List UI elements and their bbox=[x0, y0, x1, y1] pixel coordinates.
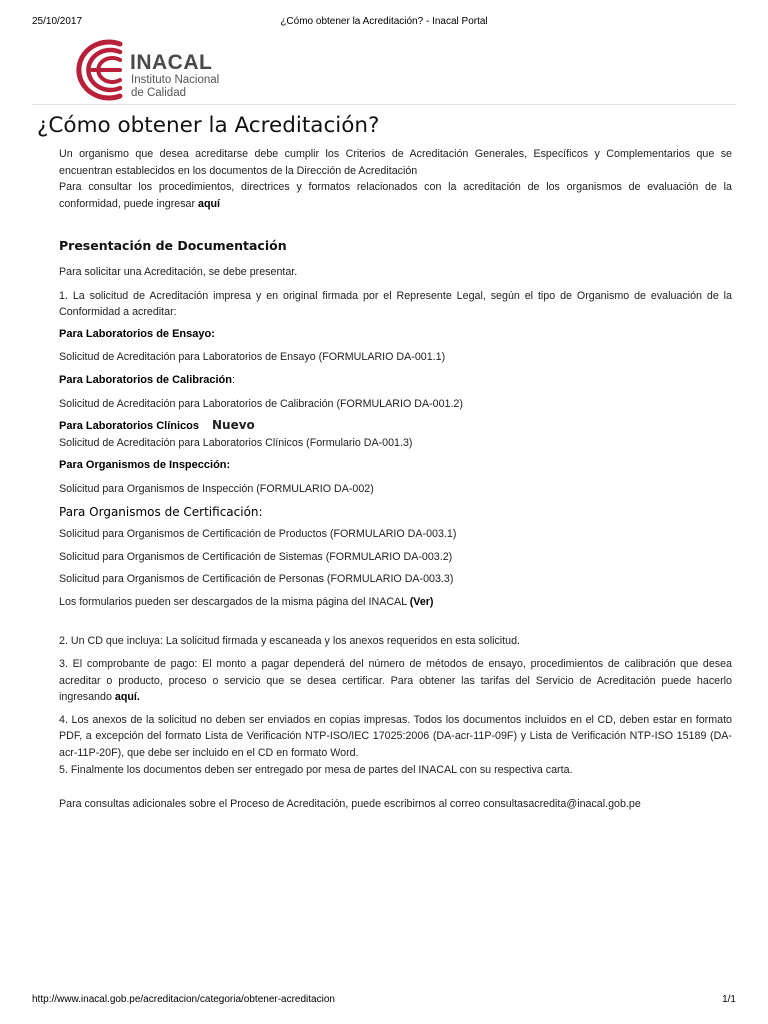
forms-text: Los formularios pueden ser descargados de la misma página del INACAL bbox=[59, 595, 407, 608]
print-footer bbox=[32, 994, 736, 1008]
procedures-link[interactable]: aquí bbox=[198, 197, 221, 210]
logo-subtitle bbox=[131, 74, 219, 100]
labs-ensayo-heading: Para Laboratorios de Ensayo: bbox=[59, 327, 215, 340]
forms-download-text bbox=[59, 594, 732, 611]
print-header bbox=[32, 16, 736, 30]
new-badge: Nuevo bbox=[211, 418, 255, 433]
labs-calibracion-text: Solicitud de Acreditación para Laboratorios de Calibración (FORMULARIO DA-001.2) bbox=[59, 397, 463, 410]
item-2: 2. Un CD que incluya: La solicitud firmada y escaneada y los anexos requeridos en esta solicitud. bbox=[59, 635, 521, 648]
print-page-title: ¿Cómo obtener la Acreditación? - Inacal Portal bbox=[280, 16, 488, 27]
item-3 bbox=[59, 656, 732, 706]
item-4: 4. Los anexos de la solicitud no deben ser enviados en copias impresas. Todos los documentos incluidos en el CD, deben estar en formato PDF, a excepción del formato Lista de Verificación NTP-ISO/IEC 17025:2006 (DA-acr-11P-09F) y Lista de Verificación NTP-ISO 15189 (DA-acr-11P-20F), que debe ser incluido en el CD en formato Word. bbox=[59, 713, 732, 760]
labs-calibracion-colon: : bbox=[232, 373, 235, 386]
logo-subtitle-line1: Instituto Nacional bbox=[131, 74, 220, 86]
logo-brand-name: INACAL bbox=[130, 51, 213, 74]
page-title: ¿Cómo obtener la Acreditación? bbox=[37, 113, 380, 138]
main-content bbox=[59, 146, 732, 813]
present-text: Para solicitar una Acreditación, se debe presentar. bbox=[59, 265, 298, 278]
print-page-number: 1/1 bbox=[722, 994, 736, 1005]
item-3-text: 3. El comprobante de pago: El monto a pagar dependerá del número de métodos de ensayo, procedimientos de calibración que desea acreditar o producto, proceso o servicio que se desea certificar. Para obtener las tarifas del Servicio de Acreditación puede hacerlo ingresando bbox=[59, 658, 732, 704]
contact-text: Para consultas adicionales sobre el Proceso de Acreditación, puede escribirnos al correo consultasacredita@inacal.gob.pe bbox=[59, 798, 641, 811]
intro-paragraph-2-text: Para consultar los procedimientos, directrices y formatos relacionados con la acreditación de los organismos de evaluación de la conformidad, puede ingresar bbox=[59, 181, 732, 210]
logo-subtitle-line2: de Calidad bbox=[131, 87, 186, 99]
intro-paragraph-1: Un organismo que desea acreditarse debe cumplir los Criterios de Acreditación Generales, Específicos y Complementarios que se encuentran establecidos en los documentos de la Dirección de Acreditación bbox=[59, 148, 732, 177]
labs-clinicos-heading-line bbox=[59, 417, 732, 435]
certificacion-item: Solicitud para Organismos de Certificación de Productos (FORMULARIO DA-003.1) bbox=[59, 528, 457, 541]
certificacion-item: Solicitud para Organismos de Certificación de Personas (FORMULARIO DA-003.3) bbox=[59, 573, 454, 586]
header-divider bbox=[32, 104, 736, 105]
labs-clinicos-heading: Para Laboratorios Clínicos bbox=[59, 420, 199, 433]
labs-calibracion-heading-line bbox=[59, 372, 732, 389]
item-5: 5. Finalmente los documentos deben ser entregado por mesa de partes del INACAL con su respectiva carta. bbox=[59, 763, 573, 776]
intro-paragraph-2 bbox=[59, 179, 732, 212]
forms-view-link[interactable]: (Ver) bbox=[409, 595, 434, 608]
inspeccion-heading: Para Organismos de Inspección: bbox=[59, 459, 231, 472]
labs-clinicos-text: Solicitud de Acreditación para Laboratorios Clínicos (Formulario DA-001.3) bbox=[59, 436, 413, 449]
inspeccion-text: Solicitud para Organismos de Inspección (FORMULARIO DA-002) bbox=[59, 482, 374, 495]
tariffs-link[interactable]: aquí. bbox=[114, 691, 140, 704]
inacal-c-logo-icon bbox=[34, 38, 126, 102]
section-title: Presentación de Documentación bbox=[59, 238, 287, 254]
certificacion-heading: Para Organismos de Certificación: bbox=[59, 504, 263, 519]
item-1: 1. La solicitud de Acreditación impresa y en original firmada por el Represente Legal, según el tipo de Organismo de evaluación de la Conformidad a acreditar: bbox=[59, 289, 732, 319]
labs-calibracion-heading: Para Laboratorios de Calibración bbox=[59, 373, 232, 386]
print-url: http://www.inacal.gob.pe/acreditacion/categoria/obtener-acreditacion bbox=[32, 994, 335, 1005]
labs-ensayo-text: Solicitud de Acreditación para Laboratorios de Ensayo (FORMULARIO DA-001.1) bbox=[59, 351, 446, 364]
print-date: 25/10/2017 bbox=[32, 16, 83, 27]
certificacion-item: Solicitud para Organismos de Certificación de Sistemas (FORMULARIO DA-003.2) bbox=[59, 550, 453, 563]
inacal-logo[interactable] bbox=[34, 38, 274, 100]
